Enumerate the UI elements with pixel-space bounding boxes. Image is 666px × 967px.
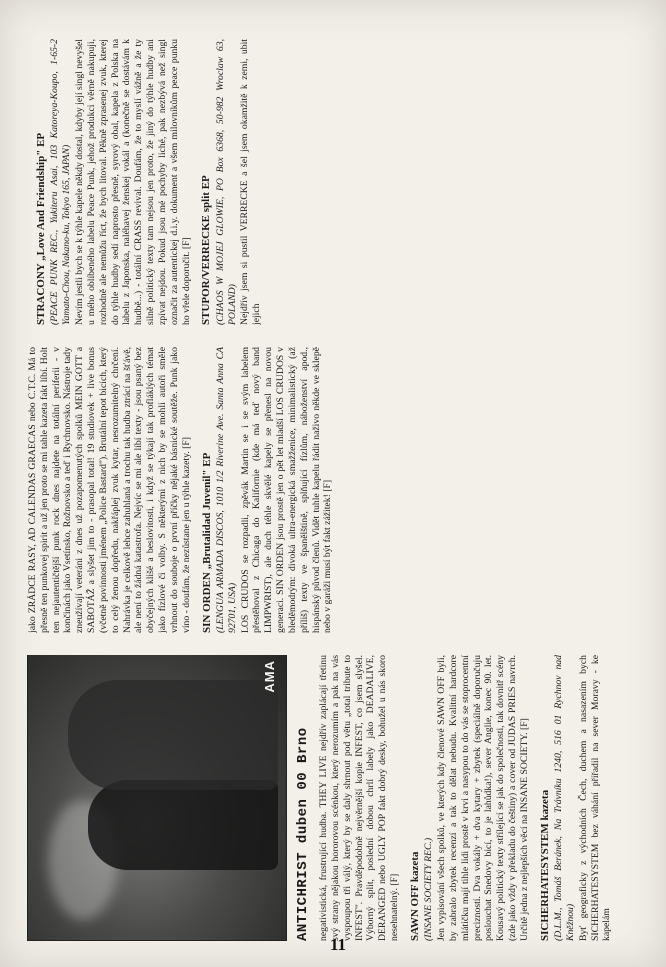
review-title-stupor-verrecke: STUPOR/VERRECKE split EP <box>200 175 213 325</box>
page-number: 11 <box>330 935 347 954</box>
review-text-stracony: Nevím jestli bych se k týhle kapele někdy dostal, kdyby její singl nevyšel u mého oblíbeného labelu Peace Punk, jehož produkci věrně nakupuji, rozhodně ale nemůžu říct, že bych litoval. Pěkně zprasenej zvuk, kterej do týhle hudby sedí naprosto přesně, syrový obal, kapela z Polska na labelu z Japonska, naléhavej ženskej vokál a (konečně se dostávám k hudbě...) - totální CRASS revival. Doufám, že to myslí vážně a že ty silně politický texty tam nejsou jen proto, že jiný do týhle hudby ani zpívat nejdou. Pokud jsou mé pochyby liché, pak nezbývá než singl označit za autentickej d.i.y. dokument a všem milovníkům peace punku ho vřele doporučit. [F] <box>74 39 192 325</box>
review-title-sawn-off: SAWN OFF kazeta <box>408 851 421 941</box>
review-title-stracony: STRACONY „Love And Friendship" EP <box>35 132 47 325</box>
band-photo <box>27 655 287 941</box>
review-continuation: negativistická, frustrující hudba. THEY LIVE nejdřív zaplácají třetinu svý strany nějakou hororovou scénkou, který nerozumím a pak na vás vyspoupou tři válý, který by se daly shrnout pod větu „total tribute to INFEST". Pravděpodobně nejvěrnější kopie INFEST, co jsem slyšel. Výborný split, poslední dobou chrlí labely jako DEADALIVE, DERANGED nebo UGLY POP fakt dobrý desky, bohužel u nás skoro nesehnatelný. [F] <box>318 655 401 941</box>
photo-sign-text: AMA <box>262 660 278 693</box>
review-title-sin-orden: SIN ORDEN „Brutalidad Juvenil" EP <box>200 452 213 633</box>
review-address-sawn-off: (INSANE SOCIETY REC.) <box>423 837 435 941</box>
figure-guitarist <box>88 780 278 870</box>
column-1 <box>27 655 645 941</box>
review-text-sin-orden: LOS CRUDOS se rozpadli, zpěvák Martin se i se svým labelem přestěhoval z Chicaga do Kalifornie (kde má teď nový band LIMPWRIST), ale duch téhle skvělé kapely se přenesl na novou generaci. SIN ORDEN jsou prostě jen o pět let mladší LOS CRUDOS v bleděmodrým: divoká ultra-energická smažženice, minimalistický (až příliš) texty ve španělštině, splňující fízlům, náboženství apod., hispánský původ členů. Vidět tuhle kapelu řádit naživo někde ve sklepě nebo v garáži musí být fakt zážitek! [F] <box>239 347 334 633</box>
review-text-sawn-off: Jen vypisování všech spolků, ve kterých kdy členové SAWN OFF byli, by zabralo zbytek recenzí a tak to dělat nebudu. Kvalitní hardcore mlátičku mají tihle lidi prostě v krvi a nasypou to do vás se stoprocentní precizností. Dva vokály + dva kytary + zbytek (speciálně doporučuju poslouchat Snedovy bicí, to je lahůdka!), sever Anglie, konec 90. let. Kousavý politický texty střílející se jak do společnosti, tak dovnitř scény (zde jako vždy v překladu do češtiny) a cover od JUDAS PRIES navrch. Určitě jedna z nejlepších věcí na INSANE SOCIETY. [F] <box>436 655 530 941</box>
review-text-sicherhatesystem: Byť geograficky z východních Čech, duchem a nasazením bych SICHERHATESYSTEM bez váhání přiřadil na sever Moravy - ke kapelám <box>577 655 613 941</box>
column-2 <box>27 347 645 633</box>
review-title-sicherhatesystem: SICHERHATESYSTEM kazeta <box>538 789 551 941</box>
photo-caption-heading: ANTICHRIST duben 00 Brno <box>295 727 311 941</box>
review-address-sicherhatesystem: (D.L.M., Tomáš Beránek, Na Trávníku 1240, 516 01 Rychnov nad Kněžnou) <box>553 655 576 941</box>
review-continuation-sicherhatesystem: jako ZRÁDCE RASY, AD CALENDAS GRAECAS nebo C.T.C. Má to přesně ten punkovej spirit a už jen proto se mi tahle kazeta fakt líbí. Holt ten nejautentičtější punk rock dnes najdete na totální periferii - v končinách jako Vsetínsko, Rožnovsko a teď i Rychnovsko. Nástroje tady zneužívají veteráni z dnes už pozapomenutých spolků MEIN GOTT a SABOTÁŽ a slyšet jim to - prasopal total! 19 studiovek + live bonus (včetně povinnosti jménem „Police Bastard"). Brutální tepot bicích, který to celý ženou dopředu, nakřáplej zvuk kytar, nesrozumitelný chrčení. Nahrávka je celkově lehce zahuhlaná a trochu tak hudba ztrácí na šťávě, ale není to žádná katastrofa. Nejvíc se mi ale líbí texty - jsou psaný bez obyčejných klišé a beslovitosti, i když se týkají tak profláklých témat jako fízlové či volby. S některými z nich by se mohli autoři směle vrhnout do souboje o první příčky nějaké básnické soutěže. Punk jako víno - doufám, že nezůstane jen u týhle kazety. [F] <box>27 347 192 633</box>
review-text-stupor-verrecke: Nejdřív jsem si pustil VERRECKE a šel jsem okamžitě k zemi, ubit jejich <box>239 39 263 325</box>
rotated-content <box>13 13 653 953</box>
review-address-sin-orden: (LENGUA ARMADA DISCOS, 1010 1/2 Riverine Ave. Santa Anna CA 92701, USA) <box>215 347 238 633</box>
figure-singer <box>68 680 278 790</box>
review-address-stupor-verrecke: (CHAOS W MOJEJ GLOWIE, PO Box 6368, 50-982 Wroclaw 63, POLAND) <box>214 39 238 325</box>
review-address-stracony: (PEACE PUNK REC., Yukiteru Asai, 103 Katoreya-Koupo, 1-65-2 Yamato-Chou, Nakano-ku, Tokyo 165, JAPAN) <box>49 39 73 325</box>
column-3 <box>27 39 645 325</box>
